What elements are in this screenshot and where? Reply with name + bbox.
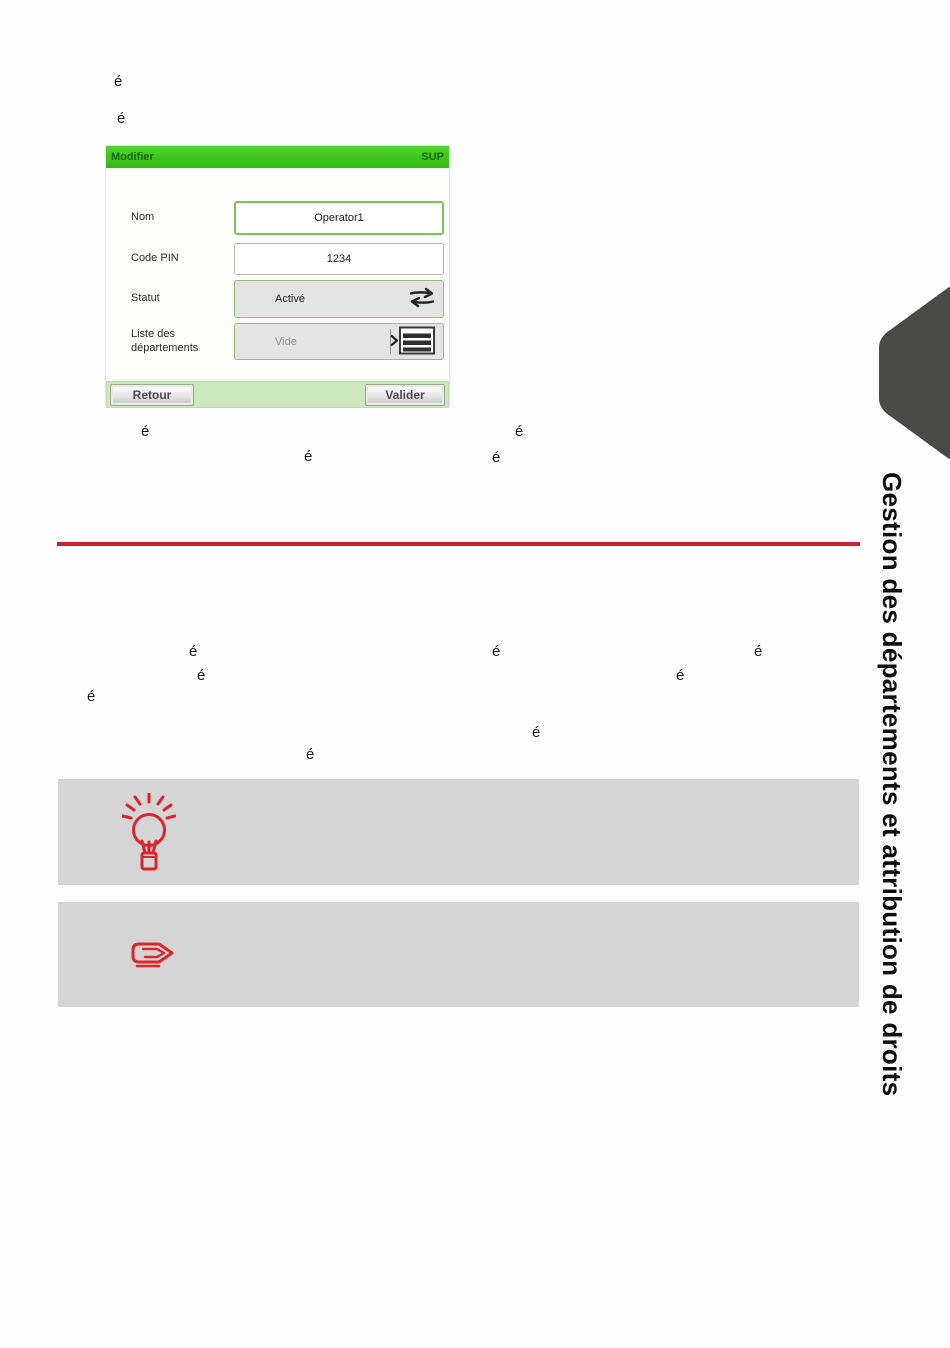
paperclip-icon	[128, 939, 178, 976]
stray-char: é	[306, 746, 315, 763]
retour-button[interactable]: Retour	[110, 384, 194, 406]
stray-char: é	[754, 643, 763, 660]
stray-char: é	[117, 110, 126, 127]
dialog-body	[106, 168, 449, 381]
department-list-icon	[390, 325, 436, 358]
dialog-footer	[106, 381, 449, 408]
nom-field[interactable]	[234, 201, 444, 235]
remark-note-box	[58, 902, 859, 1007]
section-divider	[57, 542, 860, 546]
stray-char: é	[532, 724, 541, 741]
statut-toggle[interactable]	[234, 280, 444, 318]
stray-char: é	[197, 667, 206, 684]
device-screenshot	[105, 145, 450, 407]
stray-char: é	[676, 667, 685, 684]
stray-char: é	[515, 423, 524, 440]
lightbulb-icon	[122, 793, 176, 878]
departements-label: Liste des départements	[131, 327, 199, 354]
form-row-departements	[106, 323, 449, 360]
chapter-tab	[878, 284, 950, 462]
nom-value: Operator1	[314, 212, 364, 224]
code-pin-value: 1234	[326, 253, 352, 265]
departements-picker[interactable]	[234, 323, 444, 360]
dialog-title: Modifier	[111, 151, 154, 163]
code-pin-field[interactable]	[234, 243, 444, 275]
form-row-nom	[106, 201, 449, 235]
departements-value: Vide	[275, 335, 297, 348]
stray-char: é	[87, 688, 96, 705]
stray-char: é	[189, 643, 198, 660]
valider-button[interactable]: Valider	[365, 384, 445, 406]
stray-char: é	[304, 448, 313, 465]
form-row-statut	[106, 280, 449, 318]
dialog-badge: SUP	[421, 151, 444, 163]
stray-char: é	[492, 449, 501, 466]
dialog-titlebar	[106, 146, 449, 168]
nom-label: Nom	[131, 211, 155, 224]
stray-char: é	[492, 643, 501, 660]
code-pin-label: Code PIN	[131, 252, 179, 265]
statut-label: Statut	[131, 292, 160, 305]
form-row-code-pin	[106, 243, 449, 275]
tip-note-box	[58, 779, 859, 885]
stray-char: é	[141, 423, 150, 440]
stray-char: é	[114, 73, 123, 90]
swap-arrows-icon	[408, 288, 436, 311]
statut-value: Activé	[275, 293, 305, 305]
chapter-title-vertical: Gestion des départements et attribution de droits	[877, 472, 907, 1097]
